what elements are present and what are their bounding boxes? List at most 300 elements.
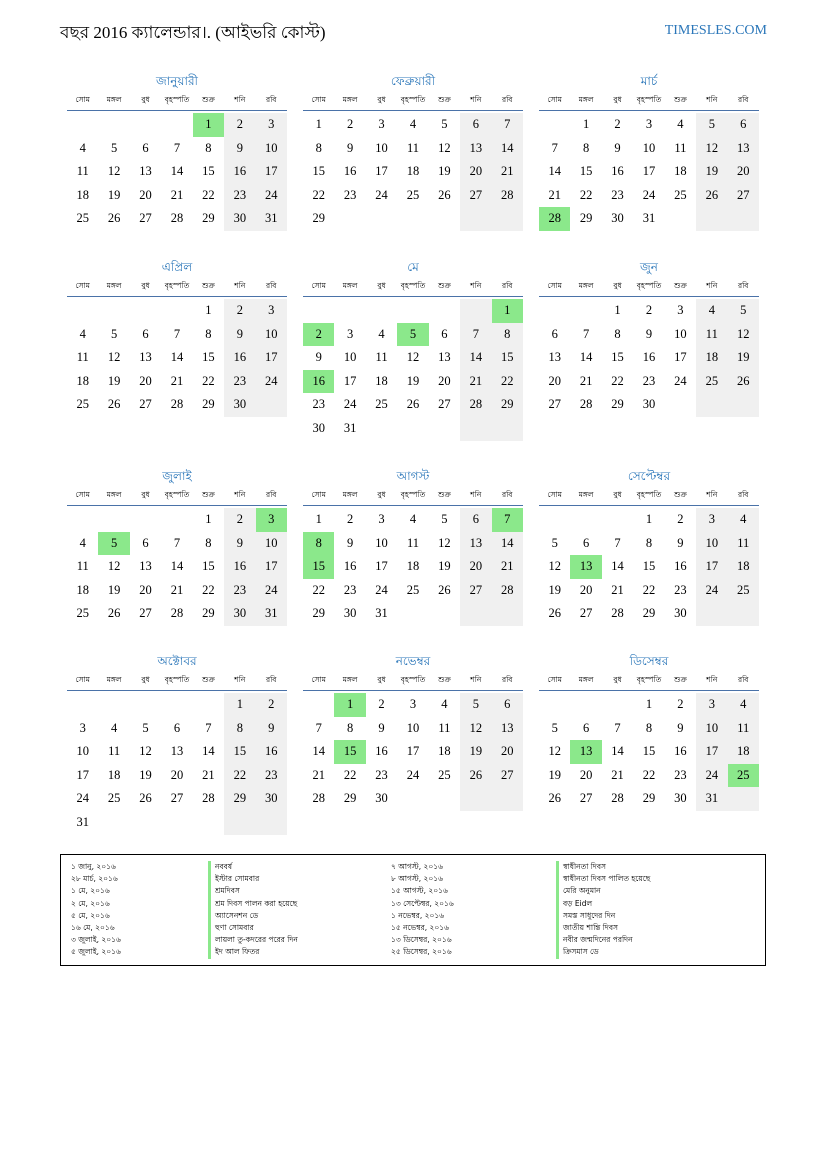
day-cell: 28 <box>492 184 523 208</box>
day-cell: 6 <box>551 326 558 341</box>
day-cell: 29 <box>579 211 593 226</box>
holiday-date: ২৫ ডিসেম্বর, ২০১৬ <box>391 947 452 957</box>
day-cell: 18 <box>375 373 388 388</box>
weekday-header <box>67 276 287 297</box>
day-cell: 23 <box>343 582 357 597</box>
empty-day-cell <box>256 811 287 835</box>
weekday-label: সোম <box>311 95 326 104</box>
day-cell: 3 <box>696 693 727 717</box>
day-cell: 16 <box>375 744 388 759</box>
day-cell: 18 <box>728 555 759 579</box>
day-cell: 13 <box>139 350 152 365</box>
day-cell: 12 <box>107 350 121 365</box>
weekday-label: সোম <box>75 675 90 684</box>
day-cell: 31 <box>343 420 357 435</box>
day-cell: 17 <box>256 555 287 579</box>
weekday-label: রবি <box>502 95 513 104</box>
day-cell: 27 <box>579 791 593 806</box>
weekday-label: শুক্র <box>438 281 451 290</box>
day-cell: 11 <box>406 140 419 155</box>
day-cell: 28 <box>539 207 570 231</box>
day-cell: 17 <box>343 373 357 388</box>
day-cell: 1 <box>334 693 365 717</box>
holiday-name: ইদ আল ফিতর <box>208 946 298 958</box>
site-link[interactable]: TIMESLES.COM <box>664 23 767 38</box>
empty-day-cell <box>161 508 192 532</box>
day-cell: 29 <box>202 606 215 621</box>
day-cell: 27 <box>460 184 491 208</box>
day-cell: 20 <box>728 160 759 184</box>
weekday-label: রবি <box>738 95 749 104</box>
weekday-label: মঙ্গল <box>106 95 122 104</box>
day-cell: 20 <box>460 555 491 579</box>
day-cell: 30 <box>224 602 255 626</box>
day-cell: 12 <box>406 350 420 365</box>
day-grid <box>67 508 287 626</box>
day-cell: 8 <box>614 326 621 341</box>
day-cell: 7 <box>205 720 212 735</box>
day-cell: 24 <box>375 582 388 597</box>
day-cell: 1 <box>205 303 212 317</box>
weekday-label: রবি <box>266 490 277 499</box>
day-cell: 3 <box>696 508 727 532</box>
weekday-label: শুক্র <box>202 490 215 499</box>
holiday-date: ৭ আগস্ট, ২০১৬ <box>391 862 443 871</box>
day-cell: 2 <box>677 697 684 711</box>
day-grid <box>303 693 523 811</box>
empty-day-cell <box>696 207 727 231</box>
weekday-label: সোম <box>311 281 326 290</box>
day-grid <box>539 693 759 811</box>
weekday-label: বৃহস্পতি <box>164 95 190 104</box>
day-grid <box>303 508 523 626</box>
weekday-label: বৃহস্পতি <box>164 490 190 499</box>
day-cell: 14 <box>548 164 561 179</box>
holiday-date: ৫ মে, ২০১৬ <box>71 910 110 920</box>
day-cell: 20 <box>460 160 491 184</box>
weekday-label: বুধ <box>141 95 150 104</box>
day-cell: 1 <box>205 512 212 526</box>
day-cell: 28 <box>460 393 491 417</box>
day-cell: 30 <box>375 791 388 806</box>
month-name: নভেম্বর <box>395 654 431 668</box>
weekday-label: বৃহস্পতি <box>164 281 190 290</box>
day-cell: 17 <box>375 164 388 179</box>
day-cell: 20 <box>170 767 184 782</box>
day-cell: 28 <box>312 791 325 806</box>
day-cell: 21 <box>492 160 523 184</box>
month-calendar <box>303 258 523 441</box>
day-cell: 6 <box>441 326 448 341</box>
day-cell: 30 <box>674 606 687 621</box>
page-title: বছর 2016 ক্যালেন্ডার।. (আইভরি কোস্ট) <box>60 23 326 42</box>
day-cell: 15 <box>611 350 624 365</box>
day-cell: 12 <box>460 717 491 741</box>
day-cell: 23 <box>642 373 656 388</box>
empty-day-cell <box>602 508 633 532</box>
holiday-name: স্বাধীনতা দিবস পালিত হয়েছে <box>556 873 650 885</box>
empty-day-cell <box>696 602 727 626</box>
day-cell: 20 <box>438 373 451 388</box>
weekday-header <box>539 276 759 297</box>
day-cell: 11 <box>76 559 89 574</box>
day-cell: 11 <box>728 717 759 741</box>
day-cell: 16 <box>611 164 624 179</box>
holiday-name: মেরি অনুমান <box>556 885 650 897</box>
holiday-date: ২৮ মার্চ, ২০১৬ <box>71 874 118 884</box>
day-grid <box>67 693 287 835</box>
day-cell: 31 <box>696 787 727 811</box>
day-cell: 14 <box>492 532 523 556</box>
day-cell: 15 <box>642 744 656 759</box>
day-cell: 24 <box>256 370 287 394</box>
day-cell: 3 <box>409 697 417 711</box>
weekday-label: মঙ্গল <box>578 281 594 290</box>
day-cell: 10 <box>375 535 388 550</box>
day-cell: 21 <box>579 373 593 388</box>
empty-day-cell <box>429 787 460 811</box>
empty-day-cell <box>602 693 633 717</box>
day-cell: 6 <box>142 535 149 550</box>
empty-day-cell <box>366 207 397 231</box>
weekday-label: বুধ <box>377 675 386 684</box>
weekday-label: সোম <box>75 281 90 290</box>
day-cell: 19 <box>696 160 727 184</box>
day-cell: 21 <box>611 767 624 782</box>
day-cell: 16 <box>674 559 687 574</box>
day-cell: 13 <box>139 164 152 179</box>
day-cell: 28 <box>170 397 184 412</box>
day-grid <box>67 113 287 231</box>
weekday-label: রবি <box>266 281 277 290</box>
day-cell: 27 <box>438 397 451 412</box>
weekday-label: শনি <box>706 675 718 684</box>
empty-day-cell <box>366 299 397 323</box>
day-cell: 18 <box>107 767 121 782</box>
day-cell: 29 <box>312 211 325 226</box>
day-cell: 22 <box>312 582 325 597</box>
day-grid <box>303 113 523 231</box>
empty-day-cell <box>429 299 460 323</box>
holiday-name: ইস্টার সোমবার <box>208 873 298 885</box>
day-cell: 16 <box>303 370 334 394</box>
holiday-name: শ্রমদিবস <box>208 885 298 897</box>
day-cell: 23 <box>224 184 255 208</box>
empty-day-cell <box>570 299 601 323</box>
month-name: অক্টোবর <box>157 654 197 668</box>
empty-day-cell <box>193 811 224 835</box>
day-cell: 16 <box>674 744 687 759</box>
weekday-label: শনি <box>706 95 718 104</box>
day-cell: 12 <box>438 535 451 550</box>
day-cell: 19 <box>548 767 561 782</box>
day-cell: 30 <box>611 211 624 226</box>
day-cell: 9 <box>224 532 255 556</box>
day-cell: 26 <box>460 764 491 788</box>
day-cell: 9 <box>315 350 322 365</box>
day-cell: 10 <box>256 532 287 556</box>
day-cell: 7 <box>315 720 322 735</box>
day-cell: 5 <box>111 326 118 341</box>
day-cell: 10 <box>696 532 727 556</box>
weekday-label: শুক্র <box>202 95 215 104</box>
day-cell: 24 <box>674 373 687 388</box>
day-cell: 19 <box>139 767 152 782</box>
weekday-label: শনি <box>234 675 246 684</box>
day-cell: 30 <box>256 787 287 811</box>
day-cell: 7 <box>551 140 558 155</box>
day-cell: 26 <box>139 791 152 806</box>
empty-day-cell <box>334 207 365 231</box>
weekday-label: মঙ্গল <box>342 675 358 684</box>
day-cell: 22 <box>312 187 325 202</box>
day-cell: 1 <box>645 512 653 526</box>
day-cell: 28 <box>170 606 184 621</box>
day-cell: 3 <box>79 720 86 735</box>
weekday-label: মঙ্গল <box>106 675 122 684</box>
day-cell: 17 <box>256 346 287 370</box>
day-cell: 4 <box>111 720 118 735</box>
day-cell: 27 <box>170 791 184 806</box>
day-cell: 24 <box>375 187 388 202</box>
weekday-label: মঙ্গল <box>342 95 358 104</box>
month-calendar <box>539 652 759 811</box>
day-cell: 12 <box>139 744 152 759</box>
month-name: সেপ্টেম্বর <box>627 469 671 483</box>
day-cell: 13 <box>460 532 491 556</box>
weekday-label: বুধ <box>613 95 622 104</box>
weekday-label: রবি <box>502 675 513 684</box>
empty-day-cell <box>67 508 98 532</box>
empty-day-cell <box>161 299 192 323</box>
day-cell: 16 <box>343 164 357 179</box>
day-cell: 7 <box>173 535 181 550</box>
day-cell: 25 <box>76 606 89 621</box>
day-cell: 1 <box>224 693 255 717</box>
day-cell: 27 <box>728 184 759 208</box>
day-cell: 4 <box>728 693 759 717</box>
day-cell: 5 <box>696 113 727 137</box>
day-cell: 2 <box>303 323 334 347</box>
day-cell: 5 <box>460 693 491 717</box>
day-cell: 21 <box>548 187 561 202</box>
day-cell: 7 <box>583 326 590 341</box>
day-cell: 6 <box>173 720 181 735</box>
day-cell: 23 <box>375 767 388 782</box>
day-cell: 15 <box>202 559 215 574</box>
day-cell: 23 <box>256 764 287 788</box>
day-cell: 24 <box>256 579 287 603</box>
day-cell: 16 <box>224 346 255 370</box>
day-cell: 6 <box>142 140 149 155</box>
day-cell: 26 <box>107 606 121 621</box>
day-cell: 27 <box>460 579 491 603</box>
day-cell: 27 <box>492 764 523 788</box>
holiday-date: ১৩ সেপ্টেম্বর, ২০১৬ <box>391 898 454 908</box>
day-cell: 3 <box>256 113 287 137</box>
day-cell: 9 <box>677 535 684 550</box>
day-cell: 4 <box>409 117 417 131</box>
weekday-label: শনি <box>470 95 482 104</box>
day-cell: 8 <box>224 717 255 741</box>
empty-day-cell <box>224 811 255 835</box>
holiday-name: হুণা সোমবার <box>208 922 298 934</box>
day-cell: 9 <box>347 535 354 550</box>
weekday-header <box>539 90 759 111</box>
day-cell: 1 <box>645 697 653 711</box>
day-cell: 22 <box>202 373 215 388</box>
day-cell: 15 <box>303 555 334 579</box>
empty-day-cell <box>130 299 161 323</box>
weekday-label: বৃহস্পতি <box>636 281 662 290</box>
day-cell: 16 <box>343 559 357 574</box>
day-cell: 29 <box>312 606 325 621</box>
day-cell: 23 <box>312 397 325 412</box>
day-cell: 3 <box>645 117 653 131</box>
day-cell: 17 <box>696 555 727 579</box>
day-cell: 13 <box>728 137 759 161</box>
day-cell: 22 <box>202 187 215 202</box>
day-cell: 27 <box>139 211 152 226</box>
empty-day-cell <box>539 508 570 532</box>
day-cell: 2 <box>224 113 255 137</box>
day-cell: 16 <box>224 160 255 184</box>
day-cell: 25 <box>696 370 727 394</box>
day-cell: 12 <box>728 323 759 347</box>
empty-day-cell <box>696 393 727 417</box>
day-cell: 11 <box>108 744 121 759</box>
month-calendar <box>303 467 523 626</box>
month-calendar <box>303 652 523 811</box>
day-cell: 26 <box>107 211 121 226</box>
weekday-label: বৃহস্পতি <box>400 281 426 290</box>
holiday-date: ১ জানু, ২০১৬ <box>71 862 116 871</box>
day-cell: 7 <box>614 720 621 735</box>
day-cell: 12 <box>107 164 121 179</box>
empty-day-cell <box>539 299 570 323</box>
weekday-header <box>539 485 759 506</box>
month-name: ফেব্রুয়ারী <box>390 74 436 88</box>
empty-day-cell <box>460 299 491 323</box>
weekday-label: সোম <box>547 281 562 290</box>
day-cell: 19 <box>438 164 451 179</box>
day-cell: 11 <box>674 140 687 155</box>
weekday-label: সোম <box>311 675 326 684</box>
empty-day-cell <box>429 207 460 231</box>
holiday-date: ২ মে, ২০১৬ <box>71 898 110 908</box>
day-cell: 15 <box>492 346 523 370</box>
day-cell: 13 <box>139 559 152 574</box>
empty-day-cell <box>161 113 192 137</box>
day-cell: 31 <box>256 207 287 231</box>
empty-day-cell <box>397 299 428 323</box>
holiday-name: বড় Eidল <box>556 898 650 910</box>
holiday-name: স্বাধীনতা দিবস <box>556 861 650 873</box>
day-grid <box>67 299 287 417</box>
day-cell: 21 <box>611 582 624 597</box>
day-cell: 26 <box>548 606 561 621</box>
day-cell: 15 <box>202 350 215 365</box>
day-cell: 24 <box>256 184 287 208</box>
day-cell: 4 <box>696 299 727 323</box>
day-cell: 10 <box>696 717 727 741</box>
weekday-label: বুধ <box>141 490 150 499</box>
day-cell: 12 <box>696 137 727 161</box>
month-name: মে <box>407 260 419 274</box>
month-name: এপ্রিল <box>161 260 193 274</box>
day-cell: 22 <box>642 582 656 597</box>
weekday-label: বুধ <box>377 281 386 290</box>
weekday-label: শুক্র <box>674 95 687 104</box>
empty-day-cell <box>130 113 161 137</box>
day-cell: 8 <box>492 323 523 347</box>
weekday-label: শুক্র <box>674 490 687 499</box>
day-cell: 8 <box>205 326 212 341</box>
weekday-label: মঙ্গল <box>342 490 358 499</box>
day-cell: 5 <box>142 720 149 735</box>
day-grid <box>539 113 759 231</box>
day-cell: 27 <box>579 606 593 621</box>
day-grid <box>539 508 759 626</box>
day-grid <box>539 299 759 417</box>
weekday-label: বুধ <box>377 95 386 104</box>
weekday-label: মঙ্গল <box>578 95 594 104</box>
holiday-dates-column-2 <box>391 861 454 959</box>
day-cell: 5 <box>441 117 448 131</box>
day-cell: 29 <box>202 397 215 412</box>
day-cell: 2 <box>256 693 287 717</box>
day-cell: 7 <box>492 113 523 137</box>
day-cell: 28 <box>579 397 593 412</box>
month-calendar <box>539 258 759 417</box>
day-cell: 10 <box>76 744 89 759</box>
month-calendar <box>67 258 287 417</box>
day-cell: 30 <box>642 397 656 412</box>
weekday-header <box>303 90 523 111</box>
holiday-date: ১৩ ডিসেম্বর, ২০১৬ <box>391 935 452 945</box>
day-cell: 2 <box>677 512 684 526</box>
day-cell: 6 <box>492 693 523 717</box>
day-cell: 23 <box>224 370 255 394</box>
day-cell: 10 <box>343 350 357 365</box>
weekday-label: শনি <box>470 490 482 499</box>
weekday-label: বুধ <box>141 281 150 290</box>
day-cell: 14 <box>579 350 593 365</box>
day-cell: 8 <box>347 720 354 735</box>
day-cell: 11 <box>76 350 89 365</box>
day-cell: 14 <box>460 346 491 370</box>
day-cell: 29 <box>642 791 656 806</box>
weekday-label: বুধ <box>141 675 150 684</box>
holiday-date: ১৬ মে, ২০১৬ <box>71 922 115 932</box>
day-cell: 26 <box>438 582 451 597</box>
day-cell: 22 <box>642 767 656 782</box>
day-cell: 15 <box>312 164 325 179</box>
empty-day-cell <box>492 602 523 626</box>
weekday-label: বুধ <box>613 281 622 290</box>
day-cell: 1 <box>614 303 621 317</box>
weekday-label: শুক্র <box>438 95 451 104</box>
day-cell: 18 <box>76 187 89 202</box>
day-cell: 2 <box>378 697 385 711</box>
day-cell: 7 <box>492 508 523 532</box>
day-cell: 23 <box>224 579 255 603</box>
empty-day-cell <box>492 207 523 231</box>
day-cell: 7 <box>173 140 181 155</box>
empty-day-cell <box>397 602 428 626</box>
day-cell: 4 <box>728 508 759 532</box>
holiday-name: সমস্ত সাধুদের দিন <box>556 910 650 922</box>
